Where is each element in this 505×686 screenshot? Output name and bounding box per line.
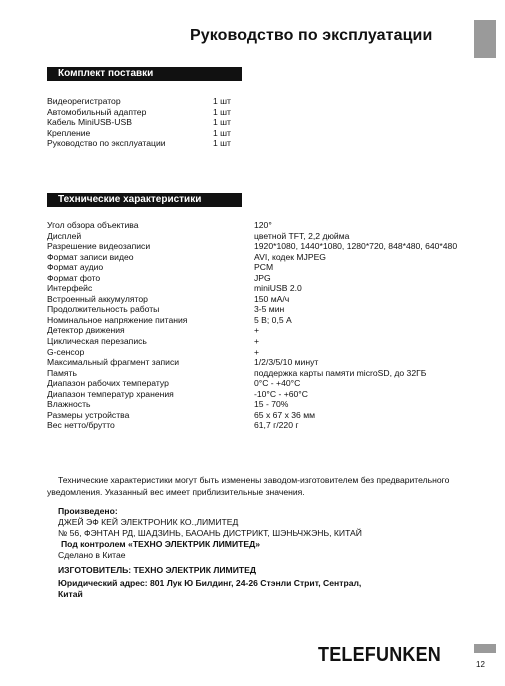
- spec-item-name: Диапазон температур хранения: [47, 388, 174, 399]
- kit-item-value: 1 шт: [213, 117, 231, 128]
- kit-heading: Комплект поставки: [47, 67, 242, 81]
- spec-item-value: 15 - 70%: [254, 399, 289, 410]
- manufacturer-country: Китай: [58, 589, 83, 599]
- spec-item-name: Циклическая перезапись: [47, 336, 147, 347]
- spec-item-value: поддержка карты памяти microSD, до 32ГБ: [254, 367, 427, 378]
- manufacturer-block: [58, 565, 458, 600]
- kit-item-value: 1 шт: [213, 106, 231, 117]
- spec-item-value: +: [254, 336, 260, 347]
- producer-name: ДЖЕЙ ЭФ КЕЙ ЭЛЕКТРОНИК КО.,ЛИМИТЕД: [58, 517, 239, 527]
- spec-item-name: Угол обзора объектива: [47, 220, 139, 230]
- spec-item-name: Формат фото: [47, 272, 101, 283]
- kit-item-name: Руководство по эксплуатации: [47, 138, 166, 149]
- kit-item-name: Автомобильный адаптер: [47, 106, 147, 117]
- spec-item-value: 1920*1080, 1440*1080, 1280*720, 848*480, 640*480: [254, 241, 458, 252]
- kit-item-value: 1 шт: [213, 138, 231, 149]
- spec-item-name: Память: [47, 367, 77, 378]
- spec-item-name: Диапазон рабочих температур: [47, 378, 169, 389]
- spec-item-value: 0°C - +40°C: [254, 378, 301, 389]
- page-title: Руководство по эксплуатации: [190, 27, 433, 44]
- spec-item-value: 5 В; 0,5 А: [254, 314, 292, 325]
- spec-item-value: 1/2/3/5/10 минут: [254, 357, 319, 368]
- spec-item-value: +: [254, 346, 260, 357]
- spec-item-value: AVI, кодек MJPEG: [254, 251, 326, 262]
- spec-item-name: Влажность: [47, 399, 91, 410]
- specs-heading: Технические характеристики: [47, 193, 242, 207]
- spec-item-value: miniUSB 2.0: [254, 283, 302, 294]
- producer-address: № 56, ФЭНТАН РД, ШАДЗИНЬ, БАОАНЬ ДИСТРИКТ, ШЭНЬЧЖЭНЬ, КИТАЙ: [58, 528, 362, 538]
- spec-item-name: Продолжительность работы: [47, 304, 160, 315]
- telefunken-logo: TELEFUNKEN: [318, 642, 441, 666]
- page-tab-decoration: [474, 644, 496, 653]
- spec-item-value: 120°: [254, 220, 272, 230]
- kit-item-value: 1 шт: [213, 96, 231, 106]
- spec-item-value: 65 x 67 x 36 мм: [254, 409, 316, 420]
- producer-label: Произведено:: [58, 506, 118, 516]
- spec-item-value: 61,7 г/220 г: [254, 420, 299, 431]
- spec-item-name: Интерфейс: [47, 283, 93, 294]
- spec-item-value: +: [254, 325, 260, 336]
- spec-item-name: Разрешение видеозаписи: [47, 241, 151, 252]
- spec-item-name: Формат аудио: [47, 262, 104, 273]
- producer-block: [58, 506, 458, 561]
- spec-item-value: PCM: [254, 262, 274, 273]
- kit-item-name: Кабель MiniUSB-USB: [47, 117, 132, 128]
- corner-tab-decoration: [474, 20, 496, 58]
- spec-item-name: Максимальный фрагмент записи: [47, 357, 180, 368]
- spec-item-name: Размеры устройства: [47, 409, 130, 420]
- spec-item-name: Встроенный аккумулятор: [47, 293, 148, 304]
- spec-item-value: -10°C - +60°C: [254, 388, 308, 399]
- kit-item-name: Крепление: [47, 127, 91, 138]
- kit-item-value: 1 шт: [213, 127, 231, 138]
- spec-item-name: Вес нетто/брутто: [47, 420, 115, 431]
- manufacturer-address: Юридический адрес: 801 Лук Ю Билдинг, 24-26 Стэнли Стрит, Сентрал,: [58, 578, 362, 588]
- kit-item-name: Видеорегистратор: [47, 96, 121, 106]
- spec-item-name: G-сенсор: [47, 346, 85, 357]
- spec-item-name: Дисплей: [47, 230, 82, 241]
- made-in: Сделано в Китае: [58, 550, 126, 560]
- spec-item-name: Формат записи видео: [47, 251, 134, 262]
- spec-item-name: Номинальное напряжение питания: [47, 314, 188, 325]
- spec-item-value: JPG: [254, 272, 271, 283]
- disclaimer-note: Технические характеристики могут быть изменены заводом-изготовителем без предварительного уведомления. Указанный вес имеет приблизительные значения.: [47, 475, 450, 497]
- spec-item-value: цветной TFT, 2,2 дюйма: [254, 230, 350, 241]
- page-number: 12: [476, 660, 485, 669]
- producer-control: Под контролем «ТЕХНО ЭЛЕКТРИК ЛИМИТЕД»: [61, 539, 261, 549]
- spec-item-value: 150 мА/ч: [254, 293, 290, 304]
- spec-item-name: Детектор движения: [47, 325, 125, 336]
- spec-item-value: 3-5 мин: [254, 304, 285, 315]
- manufacturer-name: ИЗГОТОВИТЕЛЬ: ТЕХНО ЭЛЕКТРИК ЛИМИТЕД: [58, 565, 256, 575]
